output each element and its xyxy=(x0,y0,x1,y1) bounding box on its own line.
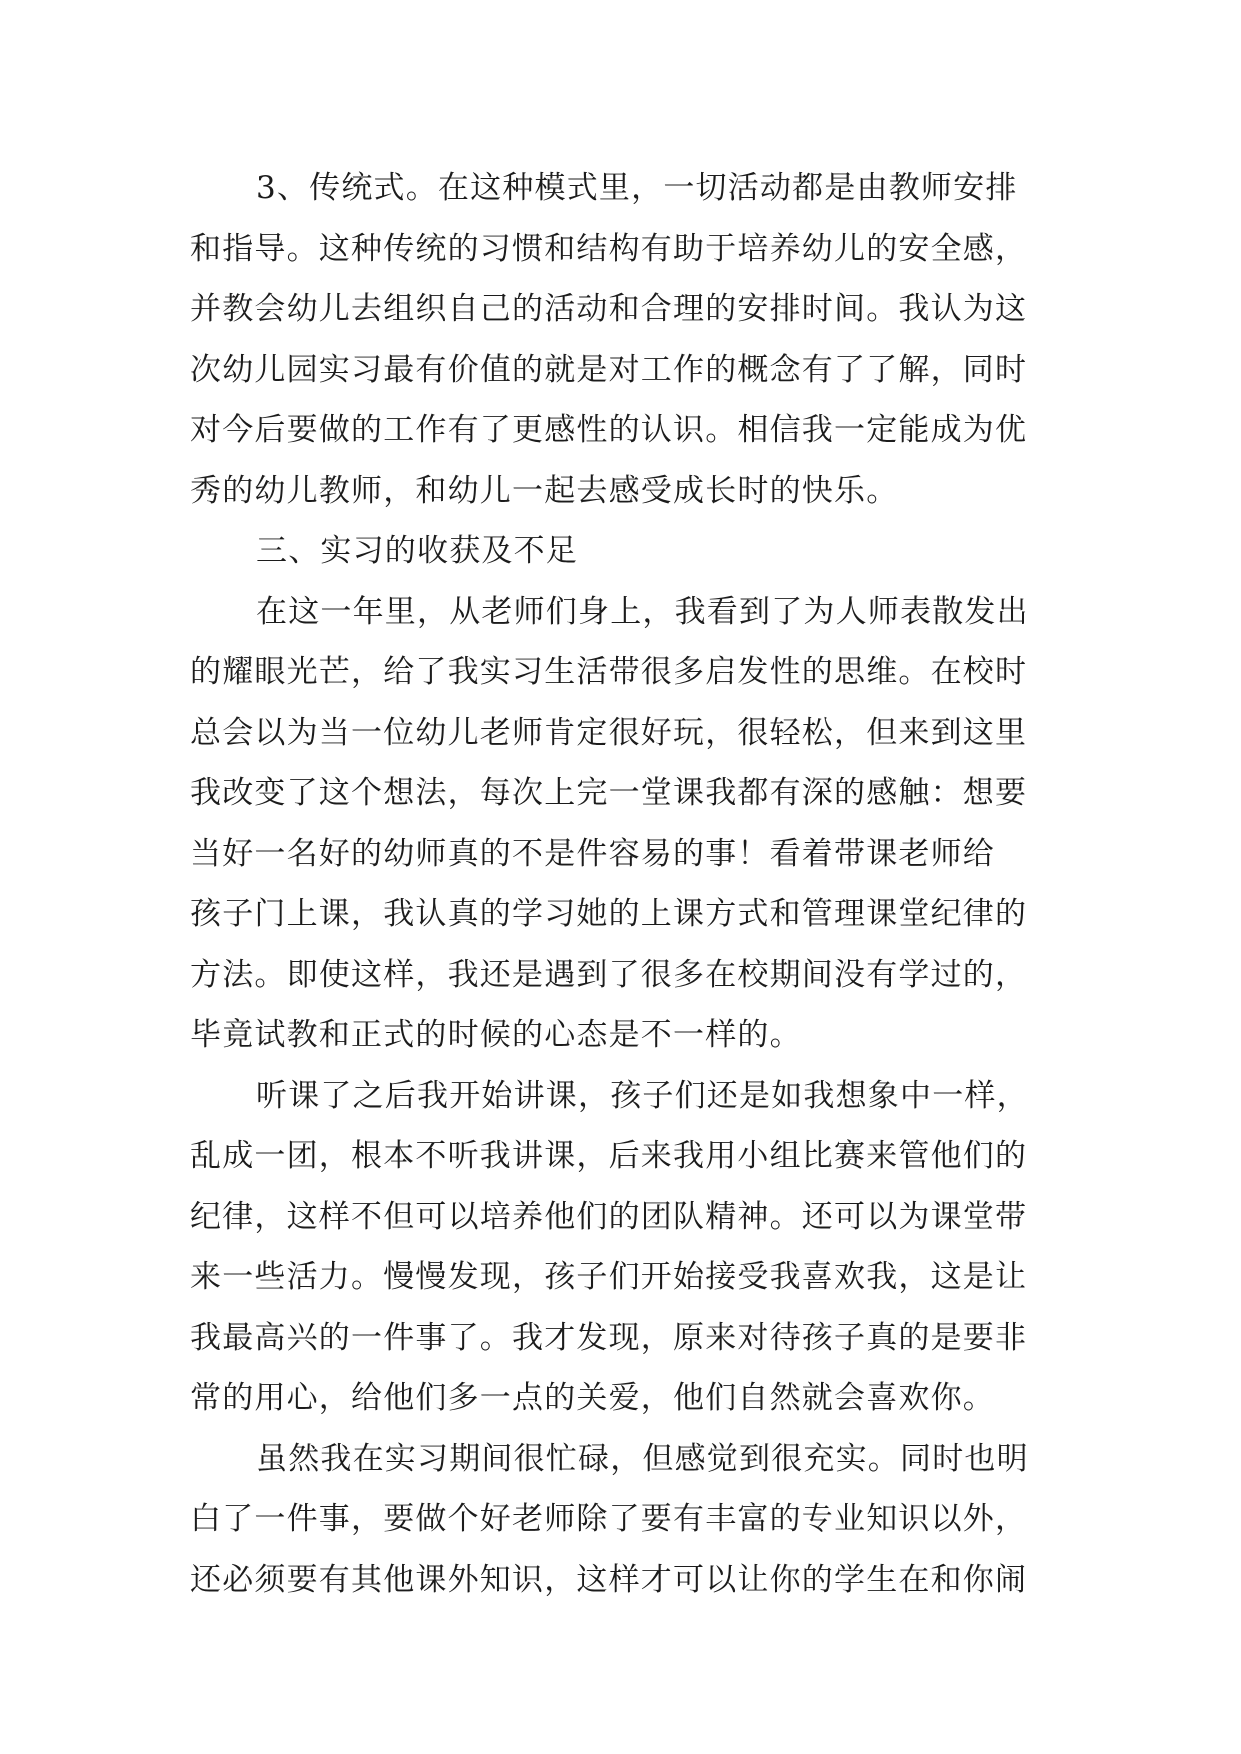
text-line: 听课了之后我开始讲课，孩子们还是如我想象中一样， xyxy=(256,1077,1029,1114)
text-line: 常的用心，给他们多一点的关爱，他们自然就会喜欢你。 xyxy=(190,1380,995,1416)
text-line: 孩子门上课，我认真的学习她的上课方式和管理课堂纪律的 xyxy=(190,896,1028,932)
text-line: 和指导。这种传统的习惯和结构有助于培养幼儿的安全感， xyxy=(190,230,1028,267)
text-line: 对今后要做的工作有了更感性的认识。相信我一定能成为优 xyxy=(190,412,1028,448)
text-line: 总会以为当一位幼儿老师肯定很好玩，很轻松，但来到这里 xyxy=(190,714,1028,751)
text-line: 秀的幼儿教师，和幼儿一起去感受成长时的快乐。 xyxy=(190,472,899,509)
text-line: 纪律，这样不但可以培养他们的团队精神。还可以为课堂带 xyxy=(190,1198,1028,1235)
text-line: 我最高兴的一件事了。我才发现，原来对待孩子真的是要非 xyxy=(190,1319,1028,1356)
text-line: 毕竟试教和正式的时候的心态是不一样的。 xyxy=(190,1017,802,1053)
text-line: 乱成一团，根本不听我讲课，后来我用小组比赛来管他们的 xyxy=(190,1138,1028,1174)
text-line: 我改变了这个想法，每次上完一堂课我都有深的感触：想要 xyxy=(190,775,1028,811)
text-line: 在这一年里，从老师们身上，我看到了为人师表散发出 xyxy=(256,593,1029,630)
text-line: 方法。即使这样，我还是遇到了很多在校期间没有学过的， xyxy=(190,956,1028,993)
section-heading: 三、实习的收获及不足 xyxy=(256,533,578,569)
text-line: 并教会幼儿去组织自己的活动和合理的安排时间。我认为这 xyxy=(190,291,1028,327)
text-line: 来一些活力。慢慢发现，孩子们开始接受我喜欢我，这是让 xyxy=(190,1259,1028,1295)
text-line: 的耀眼光芒，给了我实习生活带很多启发性的思维。在校时 xyxy=(190,654,1028,690)
text-line: 白了一件事，要做个好老师除了要有丰富的专业知识以外， xyxy=(190,1501,1028,1537)
document-body xyxy=(190,158,1070,1610)
text-line: 还必须要有其他课外知识，这样才可以让你的学生在和你闹 xyxy=(190,1561,1028,1598)
text-line: 次幼儿园实习最有价值的就是对工作的概念有了了解，同时 xyxy=(190,351,1028,388)
text-line: 当好一名好的幼师真的不是件容易的事！看着带课老师给 xyxy=(190,835,995,872)
text-line: 虽然我在实习期间很忙碌，但感觉到很充实。同时也明 xyxy=(256,1440,1029,1477)
text-line: 3、传统式。在这种模式里，一切活动都是由教师安排 xyxy=(256,170,1018,206)
